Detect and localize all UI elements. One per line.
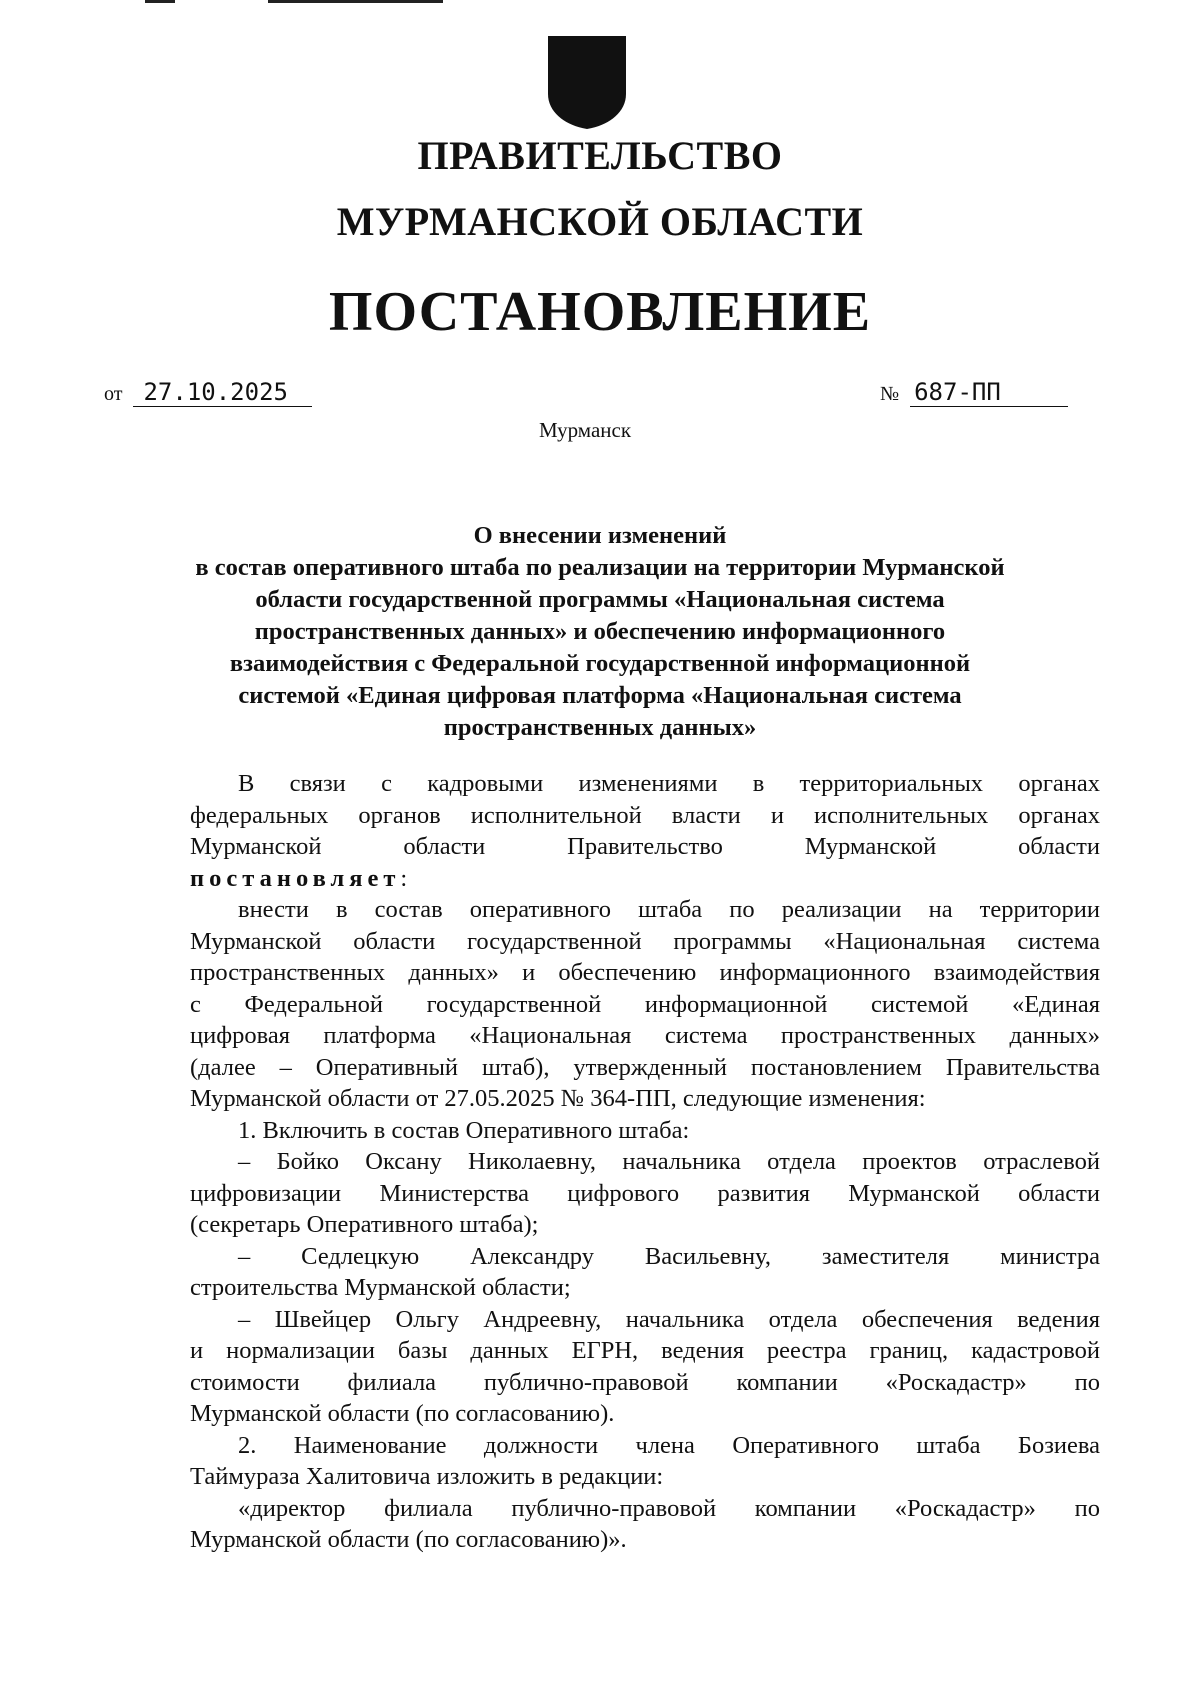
- title-line: взаимодействия с Федеральной государственной информационной: [229, 650, 971, 677]
- number-value: 687-ПП: [910, 378, 1068, 407]
- body-line: Мурманской области Правительство Мурманской области: [190, 833, 1100, 860]
- document-title: [150, 520, 1050, 744]
- member-line: и нормализации базы данных ЕГРН, ведения реестра границ, кадастровой: [190, 1337, 1100, 1364]
- quote-line: «директор филиала публично-правовой компании «Роскадастр» по: [238, 1494, 1100, 1522]
- org-name-line-1: ПРАВИТЕЛЬСТВО: [417, 133, 783, 178]
- body-line: Мурманской области от 27.05.2025 № 364-ПП, следующие изменения:: [190, 1085, 926, 1112]
- number-prefix: №: [880, 383, 900, 405]
- member-line: строительства Мурманской области;: [190, 1274, 571, 1301]
- date-field: [104, 378, 312, 407]
- body-line: цифровая платформа «Национальная система пространственных данных»: [190, 1022, 1100, 1049]
- member-line: – Швейцер Ольгу Андреевну, начальника отдела обеспечения ведения: [238, 1305, 1100, 1333]
- body-line: Мурманской области государственной программы «Национальная система: [190, 927, 1100, 955]
- decree-colon: :: [400, 864, 408, 892]
- document-body: [190, 768, 1100, 1556]
- document-type: ПОСТАНОВЛЕНИЕ: [328, 281, 872, 343]
- body-line: с Федеральной государственной информационной системой «Единая: [190, 990, 1100, 1018]
- org-name-line-2: МУРМАНСКОЙ ОБЛАСТИ: [336, 199, 864, 244]
- title-line: системой «Единая цифровая платформа «Национальная система: [238, 682, 962, 709]
- date-prefix: от: [104, 383, 123, 405]
- decree-word: постановляет: [190, 864, 401, 892]
- title-line: области государственной программы «Национальная система: [255, 586, 945, 613]
- coat-of-arms-icon: [546, 34, 628, 130]
- list-item-1: 1. Включить в состав Оперативного штаба:: [238, 1116, 690, 1144]
- member-line: Мурманской области (по согласованию).: [190, 1400, 615, 1427]
- body-line: федеральных органов исполнительной власти и исполнительных органах: [190, 801, 1100, 829]
- scan-edge-marks: [0, 0, 1200, 6]
- title-line: О внесении изменений: [473, 522, 727, 549]
- member-line: стоимости филиала публично-правовой компании «Роскадастр» по: [190, 1368, 1100, 1396]
- title-line: в состав оперативного штаба по реализации на территории Мурманской: [195, 554, 1005, 581]
- body-line: (далее – Оперативный штаб), утвержденный постановлением Правительства: [190, 1053, 1100, 1081]
- list-item-2: 2. Наименование должности члена Оперативного штаба Бозиева: [238, 1431, 1100, 1459]
- date-value: 27.10.2025: [133, 378, 312, 407]
- list-item-2-cont: Таймураза Халитовича изложить в редакции:: [190, 1463, 664, 1490]
- quote-line: Мурманской области (по согласованию)».: [190, 1526, 627, 1553]
- decree-line: [190, 863, 1100, 895]
- body-line: В связи с кадровыми изменениями в территориальных органах: [238, 770, 1100, 797]
- body-line: внести в состав оперативного штаба по реализации на территории: [238, 896, 1100, 923]
- member-line: – Бойко Оксану Николаевну, начальника отдела проектов отраслевой: [238, 1148, 1100, 1175]
- body-line: пространственных данных» и обеспечению информационного взаимодействия: [190, 959, 1100, 986]
- title-line: пространственных данных» и обеспечению информационного: [254, 618, 946, 645]
- member-line: – Седлецкую Александру Васильевну, заместителя министра: [238, 1242, 1100, 1270]
- number-field: [880, 378, 1068, 407]
- city-name: Мурманск: [538, 418, 632, 442]
- member-line: (секретарь Оперативного штаба);: [190, 1211, 539, 1238]
- member-line: цифровизации Министерства цифрового развития Мурманской области: [190, 1179, 1100, 1207]
- title-line: пространственных данных»: [443, 714, 757, 741]
